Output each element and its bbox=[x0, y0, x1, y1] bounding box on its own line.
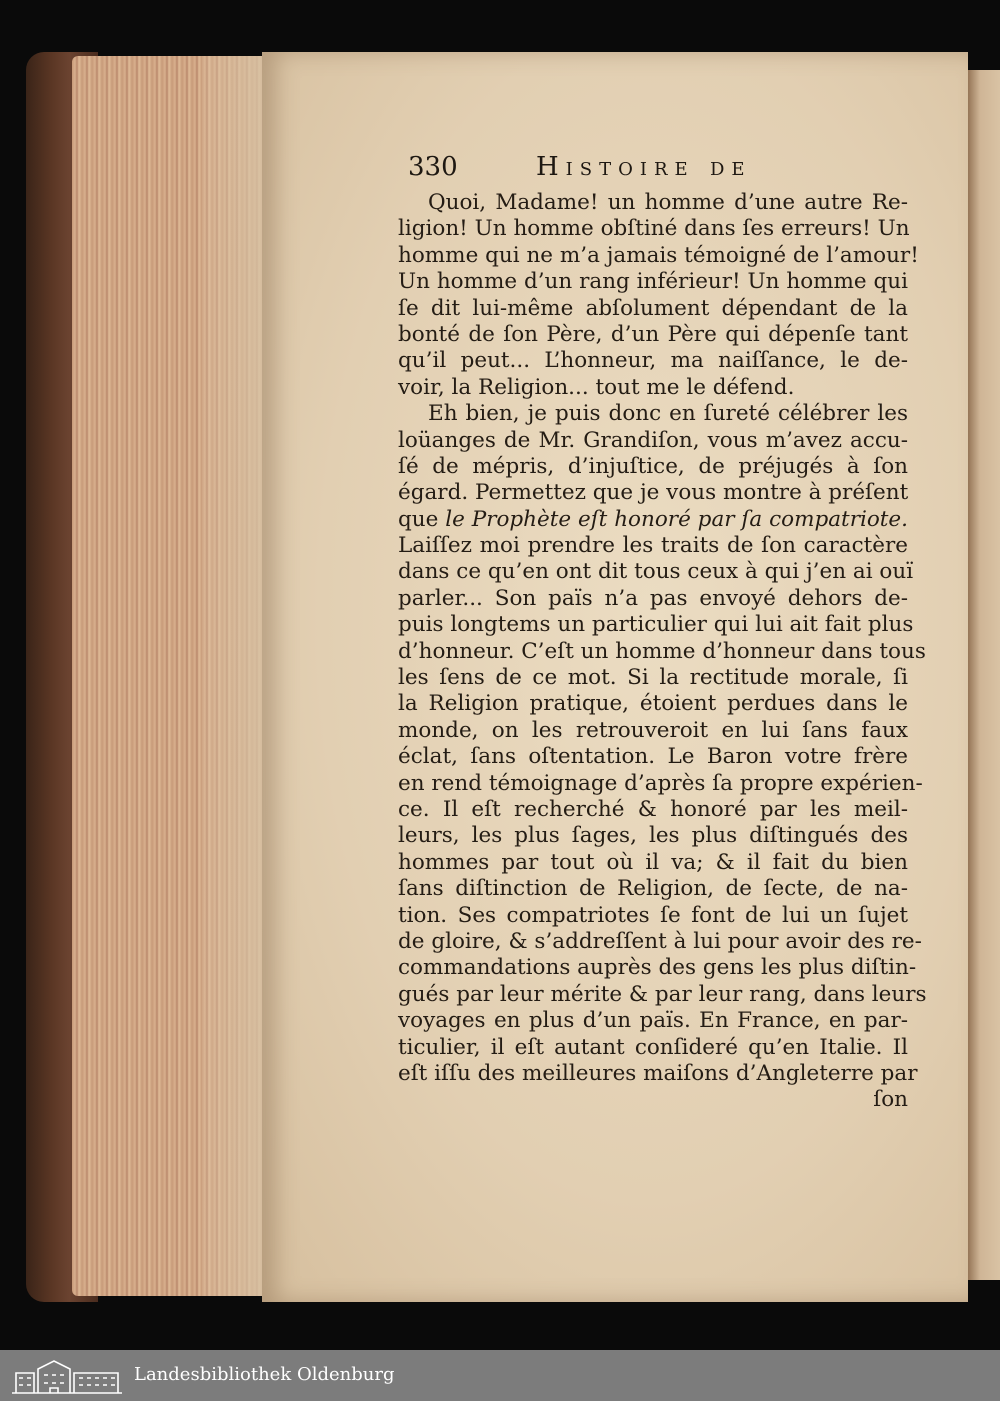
footer-bar bbox=[0, 1350, 1000, 1401]
text-line: leurs, les plus ſages, les plus diſtingués des bbox=[398, 823, 908, 849]
page-number: 330 bbox=[408, 152, 458, 182]
text-line: voir, la Religion... tout me le défend. bbox=[398, 374, 795, 400]
library-building-logo-icon bbox=[10, 1357, 124, 1395]
text-line: Quoi, Madame! un homme d’une autre Re- bbox=[428, 190, 908, 215]
text-line: ce. Il eſt recherché & honoré par les meil- bbox=[398, 796, 908, 822]
text-line: dans ce qu’en ont dit tous ceux à qui j’en ai ouï bbox=[398, 559, 914, 585]
text-line: en rend témoignage d’après ſa propre expérien- bbox=[398, 770, 923, 796]
text-line: Un homme d’un rang inférieur! Un homme qui bbox=[398, 269, 908, 295]
italic-quotation: le Prophète eſt honoré par ſa compatriote. bbox=[445, 506, 908, 532]
text-line: hommes par tout où il va; & il fait du bien bbox=[398, 849, 908, 875]
page-text bbox=[398, 190, 927, 1114]
text-line: ſé de mépris, d’injuſtice, de préjugés à ſon bbox=[398, 453, 908, 479]
text-line: les ſens de ce mot. Si la rectitude morale, ſi bbox=[398, 665, 908, 691]
text-line: d’honneur. C’eſt un homme d’honneur dans tous bbox=[398, 638, 926, 664]
text-line: loüanges de Mr. Grandiſon, vous m’avez accu- bbox=[398, 427, 908, 453]
text-line: homme qui ne m’a jamais témoigné de l’amour! bbox=[398, 242, 919, 268]
text-line: eſt iſſu des meilleures maiſons d’Angleterre par bbox=[398, 1060, 918, 1086]
page-header bbox=[408, 152, 878, 188]
text-fragment: que bbox=[398, 506, 439, 532]
text-line: égard. Permettez que je vous montre à préſent bbox=[398, 480, 909, 506]
library-name: Landesbibliothek Oldenburg bbox=[134, 1364, 395, 1385]
text-line: la Religion pratique, étoient perdues dans le bbox=[398, 691, 908, 717]
page-edges bbox=[72, 56, 272, 1296]
text-line: ligion! Un homme obſtiné dans ſes erreurs! Un bbox=[398, 216, 910, 242]
text-line: ticulier, il eſt autant conſideré qu’en Italie. Il bbox=[398, 1034, 908, 1060]
text-line: tion. Ses compatriotes ſe font de lui un ſujet bbox=[398, 902, 908, 928]
facing-page-edge bbox=[966, 70, 1000, 1280]
text-line: voyages en plus d’un païs. En France, en par- bbox=[398, 1008, 908, 1034]
text-line: ſe dit lui-même abſolument dépendant de la bbox=[398, 295, 908, 321]
text-line: de gloire, & s’addreſſent à lui pour avoir des re- bbox=[398, 928, 922, 954]
text-line: parler... Son païs n’a pas envoyé dehors de- bbox=[398, 585, 908, 611]
text-line: ſans diſtinction de Religion, de ſecte, de na- bbox=[398, 876, 908, 902]
text-line: commandations auprès des gens les plus diſtin- bbox=[398, 955, 917, 981]
text-line: bonté de ſon Père, d’un Père qui dépenſe tant bbox=[398, 321, 908, 347]
text-line: puis longtems un particulier qui lui ait fait plus bbox=[398, 612, 914, 638]
running-head: Histoire de bbox=[536, 152, 752, 182]
text-line: Eh bien, je puis donc en ſureté célébrer les bbox=[428, 401, 908, 427]
text-line-mixed bbox=[398, 507, 908, 533]
text-line: Laiſſez moi prendre les traits de ſon caractère bbox=[398, 533, 908, 559]
text-line: monde, on les retrouveroit en lui ſans faux bbox=[398, 717, 908, 743]
text-line: éclat, ſans oſtentation. Le Baron votre frère bbox=[398, 744, 908, 770]
text-line: gués par leur mérite & par leur rang, dans leurs bbox=[398, 981, 927, 1007]
text-line: qu’il peut... L’honneur, ma naiſſance, le de- bbox=[398, 348, 908, 374]
catchword: ſon bbox=[873, 1087, 908, 1113]
